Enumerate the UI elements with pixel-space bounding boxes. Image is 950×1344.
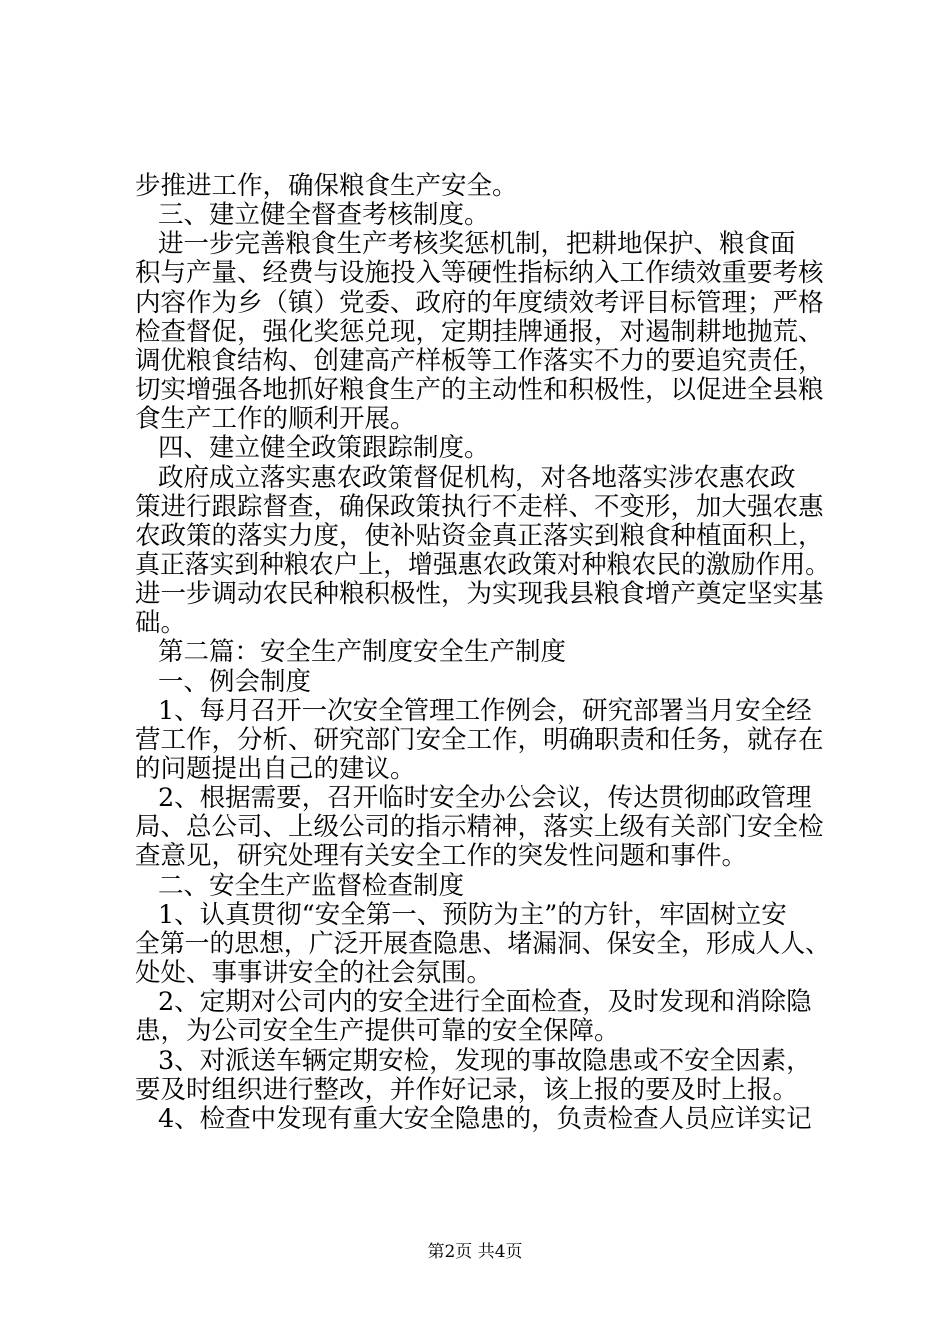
text-line: 1、每月召开一次安全管理工作例会，研究部署当月安全经	[157, 695, 812, 726]
text-line: 切实增强各地抓好粮食生产的主动性和积极性，以促进全县粮	[135, 375, 824, 406]
text-line: 处处、事事讲安全的社会氛围。	[135, 958, 493, 989]
text-line: 进一步调动农民种粮积极性，为实现我县粮食增产奠定坚实基	[135, 579, 824, 610]
text-line: 积与产量、经费与设施投入等硬性指标纳入工作绩效重要考核	[135, 258, 824, 289]
text-line: 进一步完善粮食生产考核奖惩机制，把耕地保护、粮食面	[157, 229, 796, 260]
text-line: 步推进工作，确保粮食生产安全。	[135, 171, 518, 201]
text-line: 内容作为乡（镇）党委、政府的年度绩效考评目标管理；严格	[135, 287, 824, 318]
text-line: 四、建立健全政策跟踪制度。	[157, 433, 490, 464]
text-line: 础。	[135, 608, 187, 639]
text-line: 第二篇：安全生产制度安全生产制度	[157, 637, 566, 668]
text-line: 检查督促，强化奖惩兑现，定期挂牌通报，对遏制耕地抛荒、	[135, 316, 824, 347]
text-line: 2、根据需要，召开临时安全办公会议，传达贯彻邮政管理	[157, 783, 812, 814]
text-line: 3、对派送车辆定期安检，发现的事故隐患或不安全因素，	[157, 1045, 812, 1076]
text-line: 农政策的落实力度，使补贴资金真正落实到粮食种植面积上，	[135, 520, 824, 551]
text-line: 要及时组织进行整改，并作好记录，该上报的要及时上报。	[135, 1074, 799, 1105]
text-line: 调优粮食结构、创建高产样板等工作落实不力的要追究责任，	[135, 345, 824, 376]
text-line: 4、检查中发现有重大安全隐患的，负责检查人员应详实记	[157, 1103, 812, 1134]
text-line: 营工作，分析、研究部门安全工作，明确职责和任务，就存在	[135, 724, 824, 755]
text-line: 查意见，研究处理有关安全工作的突发性问题和事件。	[135, 841, 748, 872]
text-line: 三、建立健全督查考核制度。	[157, 200, 490, 231]
text-line: 二、安全生产监督检查制度	[157, 870, 464, 901]
page-footer: 第2页 共4页	[427, 1242, 523, 1262]
text-line: 真正落实到种粮农户上，增强惠农政策对种粮农民的激励作用。	[135, 549, 831, 580]
text-line: 患，为公司安全生产提供可靠的安全保障。	[135, 1016, 620, 1047]
text-line: 局、总公司、上级公司的指示精神，落实上级有关部门安全检	[135, 812, 824, 843]
text-line: 全第一的思想，广泛开展查隐患、堵漏洞、保安全，形成人人、	[135, 928, 831, 959]
text-line: 的问题提出自己的建议。	[135, 754, 416, 784]
text-line: 1、认真贯彻“安全第一、预防为主”的方针，牢固树立安	[157, 899, 787, 930]
text-line: 政府成立落实惠农政策督促机构，对各地落实涉农惠农政	[157, 462, 796, 493]
text-line: 策进行跟踪督查，确保政策执行不走样、不变形，加大强农惠	[135, 491, 824, 522]
text-line: 食生产工作的顺利开展。	[135, 404, 416, 435]
text-line: 2、定期对公司内的安全进行全面检查，及时发现和消除隐	[157, 987, 812, 1018]
text-line: 一、例会制度	[157, 666, 311, 697]
